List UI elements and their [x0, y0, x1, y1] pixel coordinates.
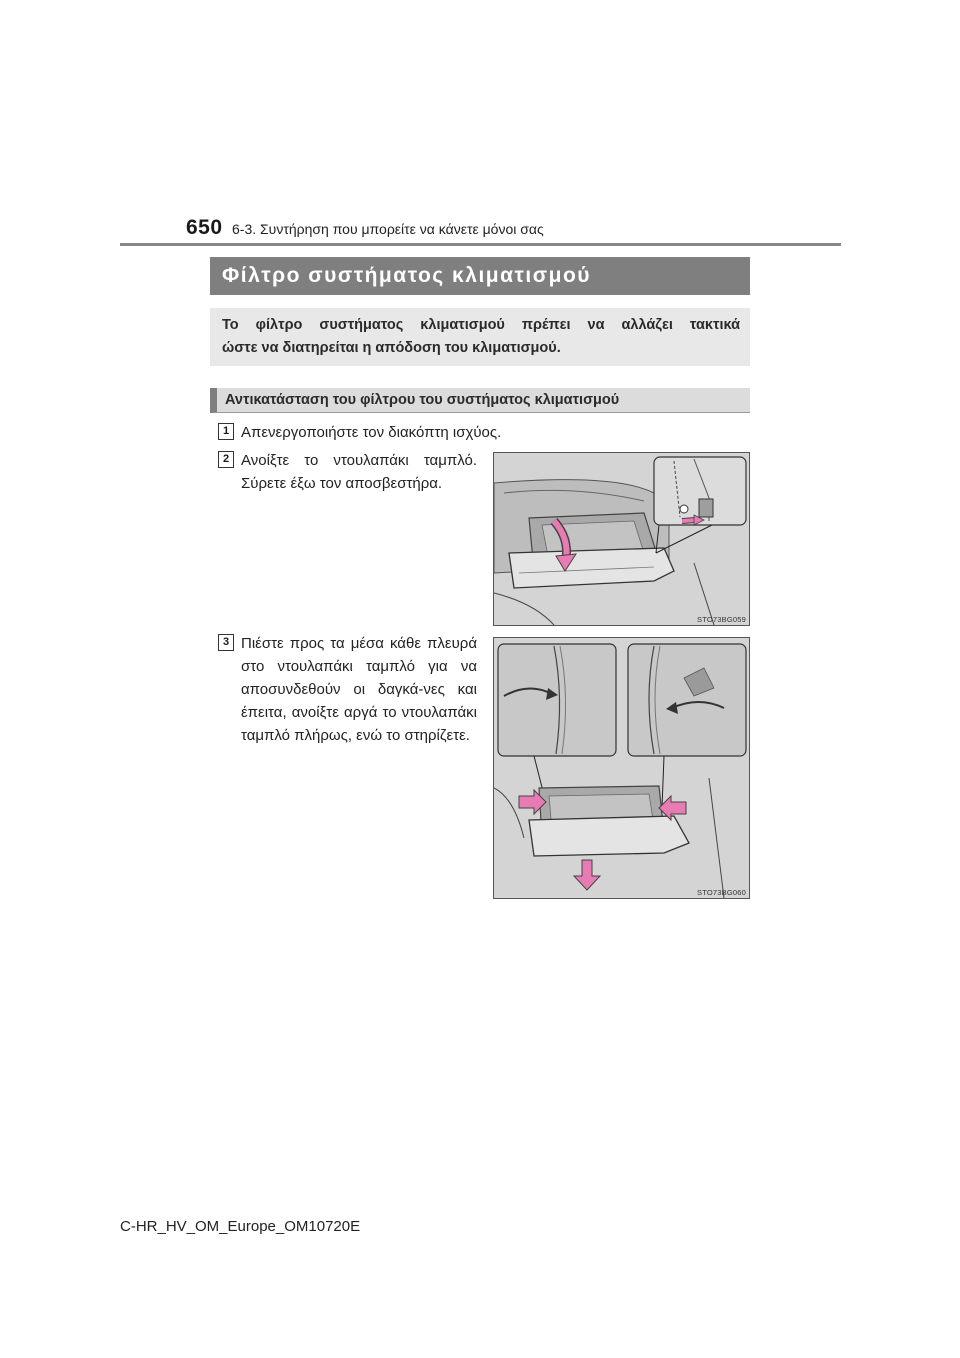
figure-code-2: STO73BG060 — [697, 888, 746, 897]
subsection-heading: Αντικατάσταση του φίλτρου του συστήματος κλιματισμού — [210, 388, 750, 413]
figure-glovebox-damper — [493, 452, 750, 626]
step-badge-2: 2 — [218, 451, 234, 468]
header-rule — [120, 243, 841, 246]
step-2-text: Ανοίξτε το ντουλαπάκι ταμπλό. Σύρετε έξω τον αποσβεστήρα. — [241, 452, 477, 492]
intro-line-1: Το φίλτρο συστήματος κλιματισμού πρέπει να αλλάζει τακτικά — [222, 317, 740, 333]
right-detail-inset — [628, 644, 746, 756]
glovebox-sides-illustration — [494, 638, 749, 898]
page-number: 650 — [186, 216, 223, 239]
intro-box — [210, 308, 750, 366]
intro-line-2: ώστε να διατηρείται η απόδοση του κλιματισμού. — [222, 340, 561, 356]
step-badge-1: 1 — [218, 423, 234, 440]
step-1-text: Απενεργοποιήστε τον διακόπτη ισχύος. — [241, 424, 502, 441]
glovebox-damper-illustration — [494, 453, 749, 625]
page-title: Φίλτρο συστήματος κλιματισμού — [210, 257, 750, 295]
step-3-text: Πιέστε προς τα μέσα κάθε πλευρά στο ντουλαπάκι ταμπλό για να αποσυνδεθούν οι δαγκά-νες και έπειτα, ανοίξτε αργά το ντουλαπάκι ταμπλό πλήρως, ενώ το στηρίζετε. — [241, 635, 477, 744]
section-path: 6-3. Συντήρηση που μπορείτε να κάνετε μόνοι σας — [232, 221, 544, 237]
figure-glovebox-sides — [493, 637, 750, 899]
figure-code-1: STO73BG059 — [697, 615, 746, 624]
step-badge-3: 3 — [218, 634, 234, 651]
document-id: C-HR_HV_OM_Europe_OM10720E — [120, 1218, 361, 1235]
